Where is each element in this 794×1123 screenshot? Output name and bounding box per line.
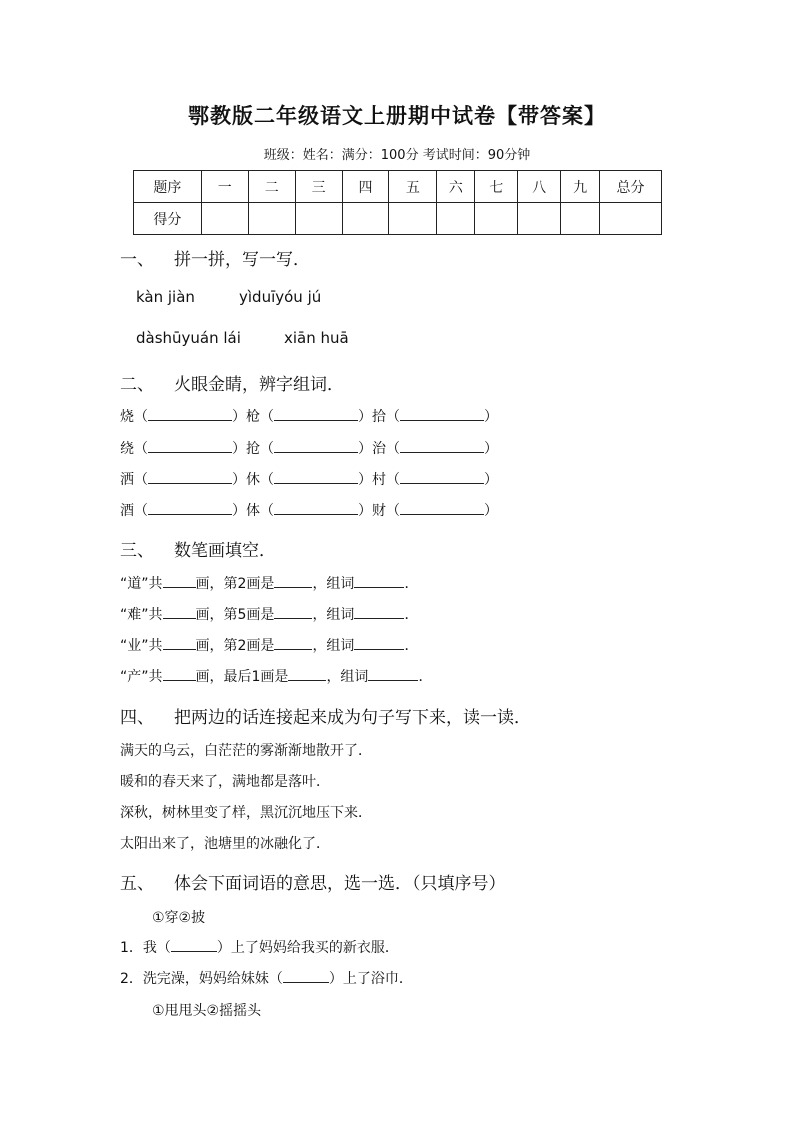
character: 财 — [372, 503, 386, 519]
score-cell[interactable] — [600, 203, 662, 235]
answer-blank[interactable] — [274, 500, 358, 515]
score-cell[interactable] — [248, 203, 295, 235]
score-cell[interactable] — [389, 203, 437, 235]
header-cell: 三 — [295, 171, 342, 203]
score-cell[interactable] — [342, 203, 389, 235]
stroke-question-row — [120, 573, 418, 593]
answer-blank[interactable] — [148, 406, 232, 421]
section-title: 把两边的话连接起来成为句子写下来，读一读． — [174, 708, 531, 728]
question-text: ，组词 — [312, 607, 355, 623]
choice-options: ①穿②披 — [152, 910, 206, 926]
choice-question — [120, 937, 399, 957]
character: 村 — [372, 472, 386, 488]
question-text: ，组词 — [312, 576, 355, 592]
question-text: 画，第2画是 — [195, 576, 275, 592]
header-cell: 九 — [561, 171, 600, 203]
pinyin-item: kàn jiàn — [136, 288, 195, 306]
sentence-line: 太阳出来了，池塘里的冰融化了． — [120, 836, 330, 852]
question-text: “业”共 — [120, 638, 163, 654]
answer-blank[interactable] — [354, 635, 404, 650]
question-text: 画，第5画是 — [195, 607, 275, 623]
header-cell: 四 — [342, 171, 389, 203]
section-title: 火眼金睛，辨字组词． — [174, 375, 344, 395]
answer-blank[interactable] — [274, 635, 312, 650]
character: 烧 — [120, 409, 134, 425]
choice-question — [120, 968, 413, 988]
question-text: 画，最后1画是 — [195, 669, 289, 685]
question-text: 1．我（ — [120, 940, 171, 956]
header-cell: 二 — [248, 171, 295, 203]
answer-blank[interactable] — [274, 573, 312, 588]
answer-blank[interactable] — [148, 500, 232, 515]
header-cell: 八 — [518, 171, 561, 203]
answer-blank[interactable] — [171, 937, 217, 952]
character: 休 — [246, 472, 260, 488]
answer-blank[interactable] — [274, 438, 358, 453]
word-group-row: 烧（ ）枪（ ）拾（ ） — [120, 406, 498, 426]
section-number: 五、 — [120, 874, 154, 894]
answer-blank[interactable] — [148, 438, 232, 453]
section-4-heading — [120, 703, 531, 728]
question-text: ）上了妈妈给我买的新衣服． — [216, 940, 399, 956]
score-row — [134, 203, 662, 235]
question-text: ，组词 — [312, 638, 355, 654]
question-text: 2．洗完澡，妈妈给妹妹（ — [120, 971, 283, 987]
sentence-line: 深秋，树林里变了样，黑沉沉地压下来． — [120, 805, 372, 821]
score-cell[interactable] — [561, 203, 600, 235]
question-text: “产”共 — [120, 669, 163, 685]
question-text: ，组词 — [326, 669, 369, 685]
page-title: 鄂教版二年级语文上册期中试卷【带答案】 — [188, 103, 606, 128]
answer-blank[interactable] — [288, 666, 326, 681]
section-number: 三、 — [120, 541, 154, 561]
character: 体 — [246, 503, 260, 519]
word-group-row: 酒（ ）体（ ）财（ ） — [120, 500, 498, 520]
answer-blank[interactable] — [283, 968, 329, 983]
section-title: 体会下面词语的意思，选一选．（只填序号） — [174, 874, 506, 894]
character: 拾 — [372, 409, 386, 425]
sentence-line: 满天的乌云，白茫茫的雾渐渐地散开了． — [120, 743, 372, 759]
answer-blank[interactable] — [163, 635, 196, 650]
question-text: ． — [404, 576, 419, 592]
answer-blank[interactable] — [148, 469, 232, 484]
pinyin-item: yìduīyóu jú — [239, 288, 322, 306]
answer-blank[interactable] — [368, 666, 418, 681]
section-number: 二、 — [120, 375, 154, 395]
question-text: “道”共 — [120, 576, 163, 592]
score-cell[interactable] — [518, 203, 561, 235]
answer-blank[interactable] — [274, 406, 358, 421]
pinyin-item: xiān huā — [284, 329, 349, 347]
character: 治 — [372, 441, 386, 457]
score-cell[interactable] — [475, 203, 518, 235]
question-text: “难”共 — [120, 607, 163, 623]
question-text: ）上了浴巾． — [328, 971, 413, 987]
section-2-heading — [120, 370, 344, 395]
answer-blank[interactable] — [354, 604, 404, 619]
exam-info: 班级：姓名：满分：100分 考试时间：90分钟 — [263, 148, 531, 163]
answer-blank[interactable] — [163, 666, 196, 681]
section-title: 拼一拼，写一写． — [174, 250, 310, 270]
section-5-heading — [120, 869, 506, 894]
header-cell: 六 — [437, 171, 475, 203]
score-cell[interactable] — [295, 203, 342, 235]
section-number: 一、 — [120, 250, 154, 270]
section-3-heading — [120, 536, 276, 561]
header-cell: 题序 — [134, 171, 202, 203]
answer-blank[interactable] — [163, 573, 196, 588]
sentence-line: 暖和的春天来了，满地都是落叶． — [120, 774, 330, 790]
choice-options: ①甩甩头②摇摇头 — [152, 1003, 262, 1019]
header-cell: 七 — [475, 171, 518, 203]
character: 枪 — [246, 409, 260, 425]
character: 抢 — [246, 441, 260, 457]
score-table-header — [134, 171, 662, 203]
question-text: ． — [404, 638, 419, 654]
question-text: ． — [404, 607, 419, 623]
stroke-question-row — [120, 666, 432, 686]
answer-blank[interactable] — [400, 469, 484, 484]
header-cell: 总分 — [600, 171, 662, 203]
section-number: 四、 — [120, 708, 154, 728]
question-text: 画，第2画是 — [195, 638, 275, 654]
answer-blank[interactable] — [274, 469, 358, 484]
score-cell[interactable] — [201, 203, 248, 235]
word-group-row: 绕（ ）抢（ ）治（ ） — [120, 438, 498, 458]
word-group-row: 洒（ ）休（ ）村（ ） — [120, 469, 498, 489]
answer-blank[interactable] — [400, 406, 484, 421]
character: 酒 — [120, 503, 134, 519]
header-cell: 一 — [201, 171, 248, 203]
header-cell: 五 — [389, 171, 437, 203]
section-1-heading — [120, 245, 310, 270]
answer-blank[interactable] — [400, 500, 484, 515]
character: 绕 — [120, 441, 134, 457]
answer-blank[interactable] — [400, 438, 484, 453]
answer-blank[interactable] — [354, 573, 404, 588]
pinyin-item: dàshūyuán lái — [136, 329, 241, 347]
score-table — [133, 170, 662, 235]
answer-blank[interactable] — [163, 604, 196, 619]
stroke-question-row — [120, 635, 418, 655]
question-text: ． — [418, 669, 433, 685]
section-title: 数笔画填空． — [174, 541, 276, 561]
answer-blank[interactable] — [274, 604, 312, 619]
stroke-question-row — [120, 604, 418, 624]
score-row-label: 得分 — [134, 203, 202, 235]
character: 洒 — [120, 472, 134, 488]
score-cell[interactable] — [437, 203, 475, 235]
